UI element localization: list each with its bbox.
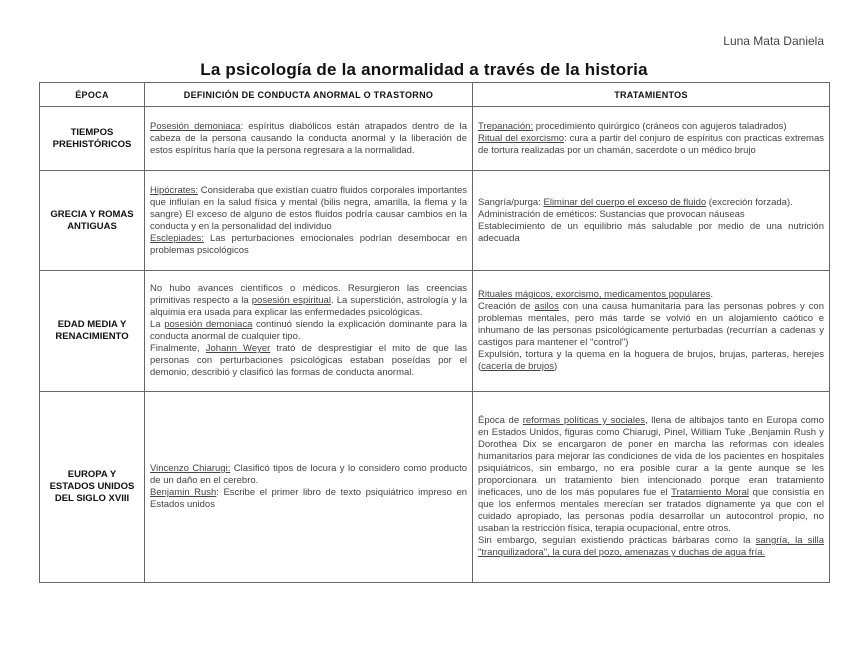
definition-cell bbox=[145, 171, 473, 271]
table-row bbox=[40, 171, 830, 271]
definition-cell bbox=[145, 271, 473, 392]
term: cacería de brujos bbox=[481, 361, 555, 372]
epoch-cell: GRECIA Y ROMAS ANTIGUAS bbox=[40, 171, 145, 271]
treatment-text: que consistía en que los enfermos mentales merecían ser tratados dignamente ya que con el cuidado apropiado, las personas podía desarrollar un autocontrol propio, no usaban la restricción física, terapia ocupacional, entre otros. bbox=[478, 487, 824, 534]
term: Hipócrates: bbox=[150, 184, 199, 196]
history-table bbox=[39, 82, 830, 583]
treatment-text: . bbox=[710, 289, 713, 300]
treatment-cell bbox=[473, 392, 830, 583]
term: asilos bbox=[534, 301, 559, 312]
term: Rituales mágicos, exorcismo, medicamentos populares bbox=[478, 289, 711, 300]
table-row bbox=[40, 107, 830, 171]
epoch-cell: EUROPA Y ESTADOS UNIDOS DEL SIGLO XVIII bbox=[40, 392, 145, 583]
definition-text: . La superstición, astrología y la alquimia era usada para explicar las enfermedades psicológicas. bbox=[150, 295, 467, 318]
treatment-text: Establecimiento de un equilibrio más saludable por medio de una nutrición adecuada bbox=[478, 220, 824, 244]
definition-text: : espíritus diabólicos están atrapados dentro de la cabeza de la persona causando la conducta anormal y la liberación de estos espíritus haría que la persona regresara a la normalidad. bbox=[150, 120, 467, 156]
definition-text: Finalmente, bbox=[150, 343, 206, 354]
treatment-text: Sin embargo, seguían existiendo prácticas bárbaras como la bbox=[478, 535, 756, 546]
treatment-text: ) bbox=[554, 361, 558, 372]
treatment-text: Época de bbox=[478, 415, 523, 426]
table-header-row bbox=[40, 83, 830, 107]
page-title: La psicología de la anormalidad a través de la historia bbox=[200, 60, 648, 79]
term: Johann Weyer bbox=[205, 343, 271, 354]
treatment-cell bbox=[473, 271, 830, 392]
term: Tratamiento Moral bbox=[671, 487, 749, 498]
term: sangría, la silla "tranquilizadora", la cura del pozo, amenazas y duchas de agua fría. bbox=[478, 535, 824, 558]
treatment-text: con una causa humanitaria para las personas pobres y con problemas mentales, pero más tarde se volvió en un alojamiento caótico e inhumano de las personas psicológicamente perturbadas (recurrían a cadenas y castigos para mantener el "control") bbox=[478, 301, 824, 348]
definition-text: continuó siendo la explicación dominante para la conducta anormal de cualquier tipo. bbox=[150, 319, 467, 342]
term: Vincenzo Chiarugi: bbox=[150, 463, 231, 474]
table-row bbox=[40, 271, 830, 392]
term: Esclepiades: bbox=[150, 232, 204, 244]
definition-text: La bbox=[150, 319, 165, 330]
term: Ritual del exorcismo bbox=[478, 132, 565, 144]
treatment-text: , llena de altibajos tanto en Europa como en Estados Unidos, figuras como Chiarugi, Pinel, William Tuke ,Benjamin Rush y Dorothea Dix se encargaron de poner en marcha las reformas con ideales humanitarios para mejorar las condiciones de vida de los pacientes en hospitales psiquiátricos, sin embargo, no era posible curar a la gente aunque se les proporcionara un tratamiento bien intencionado porque eran tratamiento ineficaces, uno de los más populares fue el bbox=[478, 415, 824, 498]
treatment-text: procedimiento quirúrgico (cráneos con agujeros taladrados) bbox=[533, 120, 787, 132]
term: Benjamin Rush bbox=[150, 487, 217, 498]
header-definition: DEFINICIÓN DE CONDUCTA ANORMAL O TRASTORNO bbox=[145, 83, 473, 107]
term: reformas políticas y sociales bbox=[522, 415, 645, 426]
treatment-text: (excreción forzada). bbox=[706, 196, 793, 208]
treatment-cell bbox=[473, 107, 830, 171]
term: posesión demoniaca bbox=[164, 319, 253, 330]
epoch-cell: EDAD MEDIA Y RENACIMIENTO bbox=[40, 271, 145, 392]
treatment-text: Sangría/purga: bbox=[478, 196, 544, 208]
treatment-text: Expulsión, tortura y la quema en la hoguera de brujos, brujas, parteras, herejes ( bbox=[478, 349, 824, 372]
definition-text: Clasificó tipos de locura y lo considero como producto de un daño en el cerebro. bbox=[150, 463, 467, 486]
definition-text: trató de desprestigiar el mito de que las personas con perturbaciones psicológicas estaban poseídas por el demonio, describió y clasificó las formas de conducta anormal. bbox=[150, 343, 467, 378]
term: Trepanación: bbox=[478, 120, 534, 132]
treatment-text: Creación de bbox=[478, 301, 535, 312]
treatment-text: Administración de eméticos: Sustancias que provocan náuseas bbox=[478, 208, 745, 220]
table-row bbox=[40, 392, 830, 583]
definition-text: : Escribe el primer libro de texto psiquiátrico impreso en Estados unidos bbox=[150, 487, 468, 510]
author-name: Luna Mata Daniela bbox=[723, 34, 824, 48]
definition-cell bbox=[145, 107, 473, 171]
term: Eliminar del cuerpo el exceso de fluido bbox=[543, 196, 707, 208]
header-treatment: TRATAMIENTOS bbox=[473, 83, 830, 107]
treatment-cell bbox=[473, 171, 830, 271]
treatment-text: : cura a partir del conjuro de espíritus con practicas extremas de tortura realizadas por un chamán, sacerdote o un médico brujo bbox=[478, 132, 824, 156]
term: posesión espiritual bbox=[251, 295, 331, 306]
header-epoch: ÉPOCA bbox=[40, 83, 145, 107]
definition-text: No hubo avances científicos o médicos. Resurgieron las creencias primitivas respecto a la bbox=[150, 283, 467, 306]
definition-text: Consideraba que existían cuatro fluidos corporales importantes que influían en la salud física y mental (bilis negra, amarilla, la flema y la sangre) El exceso de alguno de estos fluidos podría causar cambios en la conducta y en la personalidad del individuo bbox=[150, 184, 467, 232]
definition-cell bbox=[145, 392, 473, 583]
term: Posesión demoniaca bbox=[150, 120, 241, 132]
epoch-cell: TIEMPOS PREHISTÓRICOS bbox=[40, 107, 145, 171]
definition-text: Las perturbaciones emocionales podrían desembocar en problemas psicológicos bbox=[150, 232, 467, 256]
